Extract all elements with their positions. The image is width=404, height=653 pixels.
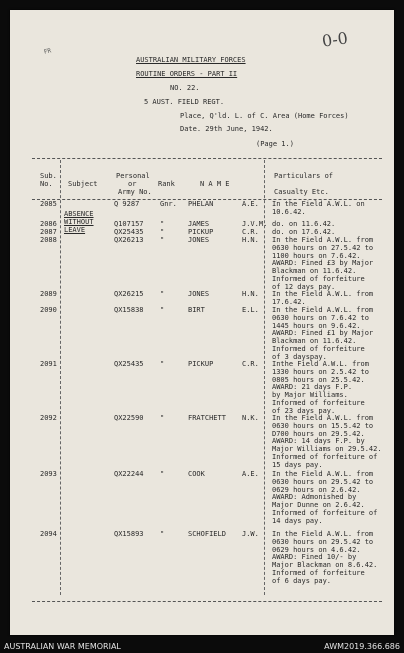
army-number: QX25435	[114, 228, 144, 236]
army-number: QX22590	[114, 414, 144, 422]
rank: "	[160, 236, 165, 244]
particulars-line: 0805 hours on 25.5.42.	[272, 375, 365, 384]
particulars-line: 0630 hours on 7.6.42 to	[272, 313, 369, 322]
particulars-line: Informed of forfeiture	[272, 345, 365, 353]
col-sub-no-1: Sub.	[40, 172, 57, 180]
initials: J.V.M.	[242, 220, 268, 228]
army-number: Q107157	[114, 220, 144, 228]
subject-line: WITHOUT	[64, 218, 94, 226]
rank: "	[160, 220, 165, 228]
rank: "	[160, 360, 165, 368]
particulars-line: Major Williams on 29.5.42.	[272, 445, 382, 454]
page-number: (Page 1.)	[256, 140, 294, 148]
particulars-line: Informed of forfeiture of	[272, 509, 378, 517]
particulars-line: Informed of forfeiture	[272, 275, 365, 283]
sub-number: 2089	[40, 290, 57, 298]
particulars-line: AWARD: Fined £3 by Major	[272, 259, 374, 268]
col-army-no-2: or	[128, 180, 137, 188]
particulars-line: AWARD: Fined 10/- by	[272, 553, 357, 562]
particulars-line: of 12 days pay.	[272, 282, 336, 291]
particulars-line: 0629 hours on 2.6.42.	[272, 485, 361, 494]
col-rank: Rank	[158, 180, 175, 188]
initials: C.R.	[242, 360, 259, 368]
initials: A.E.	[242, 200, 259, 208]
particulars-line: AWARD: Fined £1 by Major	[272, 329, 374, 338]
sub-number: 2086	[40, 220, 57, 228]
particulars-line: 1445 hours on 9.6.42.	[272, 321, 361, 330]
particulars-line: 17.6.42.	[272, 297, 306, 306]
place-line: Place, Q'ld. L. of C. Area (Home Forces)	[180, 112, 349, 120]
particulars-line: AWARD: 21 days F.P.	[272, 383, 353, 392]
particulars-line: of 6 days pay.	[272, 576, 332, 585]
particulars-line: Blackman on 11.6.42.	[272, 337, 357, 346]
sub-number: 2087	[40, 228, 57, 236]
footer-bar	[0, 637, 404, 653]
column-divider	[60, 160, 61, 595]
col-subject: Subject	[68, 180, 98, 188]
army-number: QX26215	[114, 290, 144, 298]
col-sub-no-2: No.	[40, 180, 53, 188]
particulars-line: In the Field A.W.L. from	[272, 530, 374, 538]
handwritten-signature: 0-0	[320, 28, 349, 51]
particulars-line: 15 days pay.	[272, 460, 323, 469]
table-top-rule	[32, 158, 382, 159]
stamp: FR	[43, 47, 52, 56]
particulars-line: Informed of forfeiture	[272, 399, 365, 407]
table-bottom-rule	[32, 601, 382, 602]
rank: "	[160, 228, 165, 236]
sub-number: 2094	[40, 530, 57, 538]
army-number: QX25435	[114, 360, 144, 368]
particulars-line: do. on 17.6.42.	[272, 228, 336, 236]
surname: FRATCHETT	[188, 414, 226, 422]
surname: JONES	[188, 290, 210, 298]
particulars-line: of 3 dayspay.	[272, 352, 327, 361]
army-number: QX22244	[114, 470, 144, 478]
army-number: Q 9287	[114, 200, 140, 208]
sub-number: 2085	[40, 200, 57, 208]
particulars-line: 0630 hours on 29.5.42 to	[272, 537, 374, 546]
col-particulars-1: Particulars of	[274, 172, 334, 180]
col-army-no-1: Personal	[116, 172, 150, 180]
rank: "	[160, 290, 165, 298]
particulars-line: AWARD: Admonished by	[272, 493, 357, 502]
date-line: Date. 29th June, 1942.	[180, 125, 273, 133]
orders-title: ROUTINE ORDERS - PART II	[136, 70, 238, 78]
particulars-line: In the Field A.W.L. from	[272, 306, 374, 314]
particulars-line: In the Field A.W.L. on	[272, 200, 365, 208]
particulars-line: Major Blackman on 8.6.42.	[272, 561, 378, 570]
unit-name: 5 AUST. FIELD REGT.	[144, 98, 225, 106]
surname: JAMES	[188, 220, 210, 228]
subject-line: LEAVE	[64, 226, 86, 234]
initials: N.K.	[242, 414, 259, 422]
army-number: QX15893	[114, 530, 144, 538]
org-heading: AUSTRALIAN MILITARY FORCES	[136, 56, 246, 64]
rank: "	[160, 414, 165, 422]
footer-accession: AWM2019.366.686	[324, 642, 400, 651]
rank: "	[160, 470, 165, 478]
particulars-line: 0630 hours on 29.5.42 to	[272, 477, 374, 486]
col-name: N A M E	[200, 180, 230, 188]
particulars-line: In the Field A.W.L. from	[272, 414, 374, 422]
particulars-line: Informed of forfeiture of	[272, 453, 378, 461]
particulars-line: In the Field A.W.L. from	[272, 470, 374, 478]
rank: Gnr.	[160, 200, 177, 208]
particulars-line: Inthe Field A.W.L. from	[272, 360, 369, 368]
footer-credit: AUSTRALIAN WAR MEMORIAL	[4, 642, 121, 651]
particulars-line: 1100 hours on 7.6.42.	[272, 251, 361, 260]
initials: H.N.	[242, 290, 259, 298]
col-army-no-3: Army No.	[118, 188, 152, 196]
particulars-line: Informed of forfeiture	[272, 569, 365, 577]
surname: BIRT	[188, 306, 205, 314]
particulars-line: 10.6.42.	[272, 207, 306, 216]
particulars-line: Major Dunne on 2.6.42.	[272, 501, 365, 510]
subject-line: ABSENCE	[64, 210, 94, 218]
sub-number: 2090	[40, 306, 57, 314]
sub-number: 2093	[40, 470, 57, 478]
rank: "	[160, 306, 165, 314]
initials: A.E.	[242, 470, 259, 478]
col-particulars-2: Casualty Etc.	[274, 188, 329, 196]
initials: J.W.	[242, 530, 259, 538]
army-number: QX15838	[114, 306, 144, 314]
surname: PICKUP	[188, 360, 214, 368]
sub-number: 2092	[40, 414, 57, 422]
surname: PHELAN	[188, 200, 214, 208]
particulars-line: 0630 hours on 15.5.42 to	[272, 421, 374, 430]
particulars-line: 0629 hours on 4.6.42.	[272, 545, 361, 554]
army-number: QX26213	[114, 236, 144, 244]
surname: PICKUP	[188, 228, 214, 236]
rank: "	[160, 530, 165, 538]
initials: E.L.	[242, 306, 259, 314]
order-number: NO. 22.	[170, 84, 200, 92]
particulars-line: AWARD: 14 days F.P. by	[272, 437, 365, 446]
surname: JONES	[188, 236, 210, 244]
document-page	[10, 10, 394, 635]
initials: C.R.	[242, 228, 259, 236]
sub-number: 2088	[40, 236, 57, 244]
particulars-line: In the Field A.W.L. from	[272, 236, 374, 244]
particulars-line: 1330 hours on 2.5.42 to	[272, 367, 369, 376]
particulars-line: by Major Williams.	[272, 391, 348, 400]
particulars-line: Blackman on 11.6.42.	[272, 267, 357, 276]
particulars-line: of 23 days pay.	[272, 406, 336, 415]
surname: COOK	[188, 470, 205, 478]
sub-number: 2091	[40, 360, 57, 368]
initials: H.N.	[242, 236, 259, 244]
particulars-line: 14 days pay.	[272, 516, 323, 525]
particulars-line: do. on 11.6.42.	[272, 220, 336, 228]
surname: SCHOFIELD	[188, 530, 226, 538]
particulars-line: D700 hours on 29.5.42.	[272, 429, 365, 438]
particulars-line: In the Field A.W.L. from	[272, 290, 374, 298]
particulars-line: 0630 hours on 27.5.42 to	[272, 243, 374, 252]
